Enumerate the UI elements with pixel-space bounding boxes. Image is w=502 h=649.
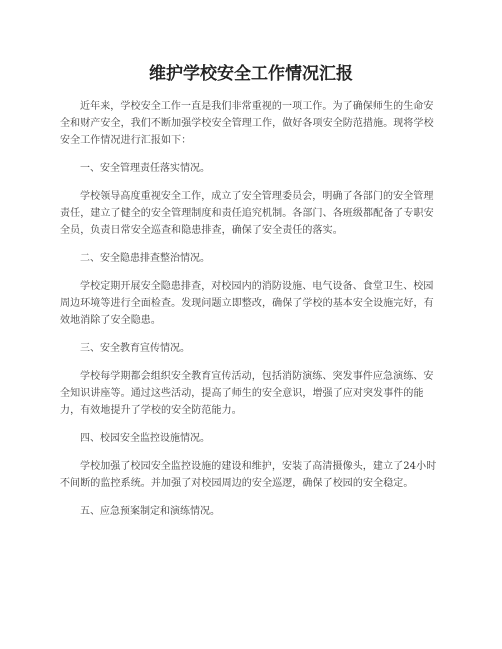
section-text-1: 学校领导高度重视安全工作，成立了安全管理委员会，明确了各部门的安全管理责任，建立了健全的安全管理制度和责任追究机制。各部门、各班级都配备了专职安全员，负责日常安全巡查和隐患排查，确保了安全责任的落实。 [60,191,434,236]
section-heading-4: 四、校园安全监控设施情况。 [80,433,210,444]
document-title: 维护学校安全工作情况汇报 [149,64,353,84]
document-body [60,98,440,531]
section-heading-2: 二、安全隐患排查整治情况。 [80,253,210,264]
intro-paragraph: 近年来，学校安全工作一直是我们非常重视的一项工作。为了确保师生的生命安全和财产安全，我们不断加强学校安全管理工作，做好各项安全防范措施。现将学校安全工作情况进行汇报如下： [60,101,434,146]
section-text-4: 学校加强了校园安全监控设施的建设和维护，安装了高清摄像头，建立了24小时不间断的监控系统。并加强了对校园周边的安全巡逻，确保了校园的安全稳定。 [60,461,437,489]
section-text-2: 学校定期开展安全隐患排查，对校园内的消防设施、电气设备、食堂卫生、校园周边环境等进行全面检查。发现问题立即整改，确保了学校的基本安全设施完好，有效地消除了安全隐患。 [60,281,434,326]
section-heading-5: 五、应急预案制定和演练情况。 [80,506,220,517]
section-text-3: 学校每学期都会组织安全教育宣传活动，包括消防演练、突发事件应急演练、安全知识讲座等。通过这些活动，提高了师生的安全意识，增强了应对突发事件的能力，有效地提升了学校的安全防范能力。 [60,371,434,416]
section-heading-3: 三、安全教育宣传情况。 [80,343,190,354]
section-heading-1: 一、安全管理责任落实情况。 [80,163,210,174]
